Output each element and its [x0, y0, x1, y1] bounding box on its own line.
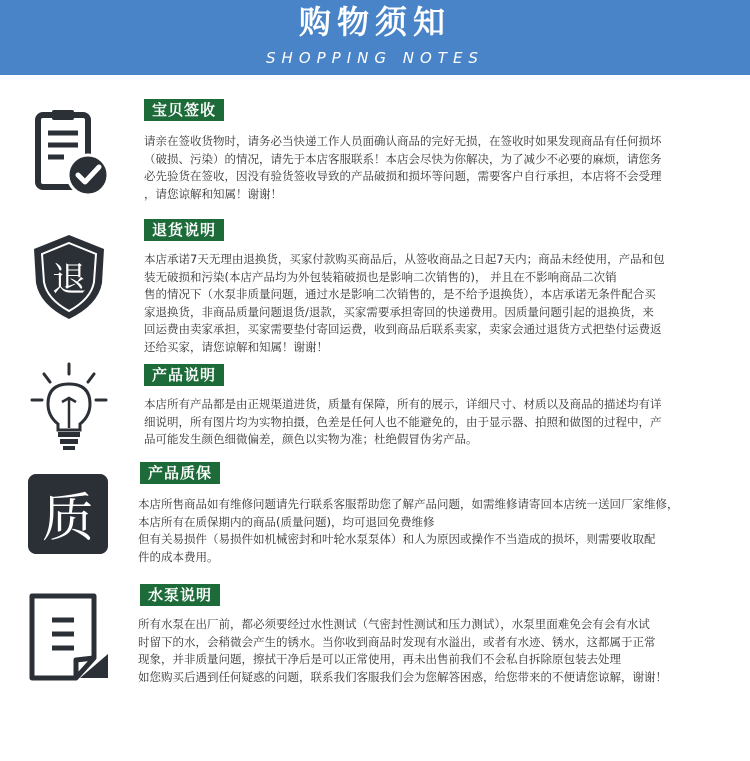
- page-header: [0, 0, 750, 75]
- section-text: 所有水泵在出厂前，都必须要经过水性测试（气密封性测试和压力测试），水泵里面难免会有会有水试 时留下的水，会稍微会产生的锈水。当你收到商品时发现有水溢出，或者有水迹、锈水，这都属于正常 现象，并非质量问题，擦拭干净后是可以正常使用，再未出售前我们不会私自拆除原包装去处理 如您购买后遇到任何疑惑的问题，联系我们客服我们会为您解答困惑，给您带来的不便请您谅解，谢谢！: [138, 617, 667, 684]
- lightbulb-icon: [24, 362, 114, 452]
- quality-badge-icon: [26, 472, 116, 562]
- section-text: 请亲在签收货物时，请务必当快递工作人员面确认商品的完好无损，在签收时如果发现商品有任何损坏 （破损、污染）的情况，请先于本店客服联系！本店会尽快为你解决，为了减少不必要的麻烦，请您务 必先验货在签收，因没有验货签收导致的产品破损和损坏等问题，需要客户自行承担，本店将不会受理 ，请您谅解和知属！谢谢！: [144, 134, 662, 201]
- page-title: 购物须知: [298, 3, 451, 41]
- quality-glyph: 质: [41, 489, 95, 549]
- section-tag: 产品说明: [144, 364, 224, 386]
- page-subtitle: SHOPPING NOTES: [266, 49, 484, 67]
- section-text: 本店所有产品都是由正规渠道进货，质量有保障，所有的展示，详细尺寸、材质以及商品的描述均有详 细说明，所有图片均为实物拍摄，色差是任何人也不能避免的，由于显示器、拍照和做图的过程中，产 品可能发生颜色细微偏差，颜色以实物为准；杜绝假冒伪劣产品。: [144, 397, 662, 446]
- section-tag: 水泵说明: [140, 584, 220, 606]
- return-glyph: 退: [52, 260, 86, 300]
- section-text: 本店所售商品如有维修问题请先行联系客服帮助您了解产品问题，如需维修请寄回本店统一送回厂家维修， 本店所有在质保期内的商品(质量问题)，均可退回免费维修 但有关易损件（易损件如机械密封和叶轮水泵泵体）和人为原因或操作不当造成的损坏，则需要收取配 件的成本费用。: [138, 497, 679, 564]
- section-tag: 宝贝签收: [144, 99, 224, 121]
- section-tag: 产品质保: [140, 462, 220, 484]
- clipboard-check-icon: [24, 109, 114, 199]
- return-shield-icon: [24, 231, 114, 321]
- section-text: 本店承诺7天无理由退换货，买家付款购买商品后，从签收商品之日起7天内；商品未经使用，产品和包 装无破损和污染(本店产品均为外包装箱破损也是影响二次销售的)， 并且在不影响商品二次销 售的情况下（水泵非质量问题，通过水是影响二次销售的，是不给予退换货），本店承诺无条件配合买 家退换货，非商品质量问题退货/退款，买家需要承担寄回的快递费用。因质量问题引起的退换货，来 回运费由卖家承担，买家需要垫付寄回运费，收到商品后联系卖家，卖家会通过退货方式把垫付运费返 还给买家，请您谅解和知属！谢谢！: [144, 252, 665, 354]
- section-tag: 退货说明: [144, 219, 224, 241]
- document-icon: [24, 592, 114, 682]
